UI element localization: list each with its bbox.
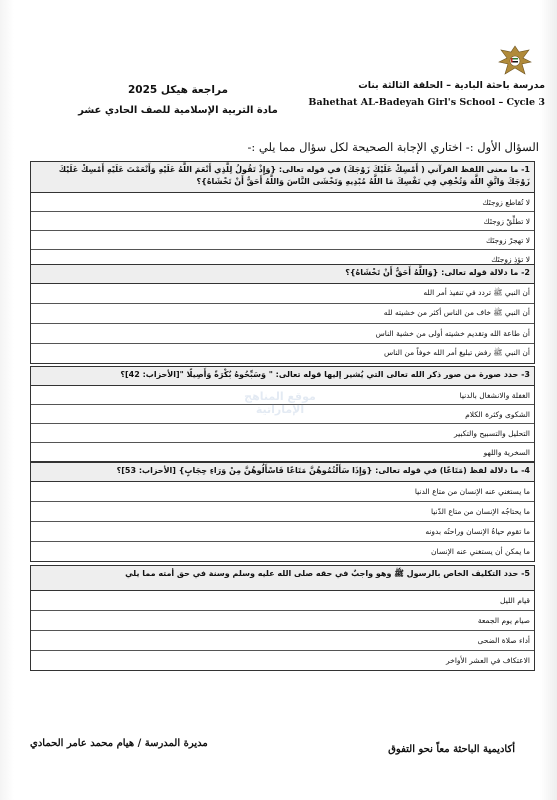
answer-option[interactable]: ما يمكن أن يستغني عنه الإنسان bbox=[431, 547, 530, 556]
academy-slogan: أكاديمية الباحثة معاً نحو التفوق bbox=[388, 744, 515, 755]
watermark-text: موقع المناهج الإماراتية bbox=[244, 390, 316, 416]
question-text: 2- ما دلالة قوله تعالى: {وَاللَّهُ أَحَقُّ أَنْ تَخْشَاهُ}؟ bbox=[31, 265, 534, 284]
principal-signature: مديرة المدرسة / هيام محمد عامر الحمادي bbox=[30, 738, 208, 749]
answer-option[interactable]: لا تهجرْ زوجتَك bbox=[31, 231, 534, 250]
question-text: 1- ما معنى اللفظ القرآني ( أَمْسِكْ عَلَيْكَ زَوْجَكَ) في قوله تعالى: {وَإِذْ تَقُولُ لِلَّذِي أَنْعَمَ اللَّهُ عَلَيْهِ وَأَنْعَمْتَ عَلَيْهِ أَمْسِكْ عَلَيْكَ زَوْجَكَ وَاتَّقِ اللَّهَ وَتُخْفِي فِي نَفْسِكَ مَا اللَّهُ مُبْدِيهِ وَتَخْشَى النَّاسَ وَاللَّهُ أَحَقُّ أَنْ تَخْشَاهُ}؟ bbox=[31, 162, 534, 193]
answer-option[interactable]: التحليل والتسبيح والتكبير bbox=[31, 424, 534, 443]
school-name-arabic: مدرسة باحثة البادية – الحلقة الثالثة بنات bbox=[358, 80, 545, 91]
answer-option[interactable]: أن النبي ﷺ خاف من الناس أكثر من خشيته لله bbox=[31, 304, 534, 324]
answer-option[interactable]: الشكوى وكثرة الكلام bbox=[31, 405, 534, 424]
answer-option[interactable]: أن النبي ﷺ رفض تبليغ أمر الله خوفاً من الناس bbox=[383, 348, 530, 357]
answer-option[interactable]: أداء صلاة الضحى bbox=[31, 631, 534, 651]
question-text: 4- ما دلالة لفظ (مَتَاعًا) في قوله تعالى: {وَإِذَا سَأَلْتُمُوهُنَّ مَتَاعًا فَاسْأَلُوهُنَّ مِنْ وَرَاءِ حِجَابٍ} [الأحزاب: 53]؟ bbox=[31, 463, 534, 482]
question-block-2 bbox=[30, 264, 535, 364]
subject-title: مادة التربية الإسلامية للصف الحادي عشر bbox=[78, 105, 278, 116]
school-name-english: Bahethat AL-Badeyah Girl's School – Cycle 3 bbox=[308, 97, 545, 108]
question-block-4 bbox=[30, 462, 535, 562]
watermark-logo bbox=[225, 390, 335, 430]
answer-option[interactable]: الاعتكاف في العشر الأواخر bbox=[446, 656, 530, 665]
answer-option[interactable]: صيام يوم الجمعة bbox=[31, 611, 534, 631]
answer-option[interactable]: ما تقوم حياةُ الإنسان وراحتُه بدونه bbox=[31, 522, 534, 542]
answer-option[interactable]: ما يستغني عنه الإنسان من متاع الدنيا bbox=[31, 482, 534, 502]
answer-option[interactable]: لا تؤذِ زوجتَك bbox=[491, 254, 530, 264]
answer-option[interactable]: قيام الليل bbox=[31, 591, 534, 611]
section-title: السؤال الأول :- اختاري الإجابة الصحيحة لكل سؤال مما يلي :- bbox=[247, 140, 539, 154]
review-title: مراجعة هيكل 2025 bbox=[127, 84, 229, 96]
answer-option[interactable]: لا تُقاطع زوجتَك bbox=[31, 193, 534, 212]
answer-option[interactable]: أن النبي ﷺ تردد في تنفيذ أمر الله bbox=[31, 284, 534, 304]
answer-option[interactable]: لا تطلِّقْ زوجتَك bbox=[31, 212, 534, 231]
answer-option[interactable]: الغفلة والانشغال بالدنيا bbox=[31, 386, 534, 405]
exam-header bbox=[78, 84, 278, 116]
answer-option[interactable]: السخرية واللهو bbox=[483, 447, 530, 457]
answer-option[interactable]: ما يحتاجُه الإنسان من متاع الدّنيا bbox=[31, 502, 534, 522]
question-text: 3- حدد صورة من صور ذكر الله تعالى التي يُشير إليها قوله تعالى: " وَسَبِّحُوهُ بُكْرَةً وَأَصِيلًا "[الأحزاب: 42]؟ bbox=[31, 367, 534, 386]
question-block-5 bbox=[30, 565, 535, 671]
question-block-1 bbox=[30, 161, 535, 269]
answer-option[interactable]: أن طاعة الله وتقديم خشيته أولى من خشية الناس bbox=[31, 324, 534, 344]
question-text: 5- حدد التكليف الخاص بالرسول ﷺ وهو واجبٌ في حقه صلى الله عليه وسلم وسنة في حق أمته مما يلي bbox=[31, 566, 534, 591]
school-header bbox=[295, 48, 545, 108]
